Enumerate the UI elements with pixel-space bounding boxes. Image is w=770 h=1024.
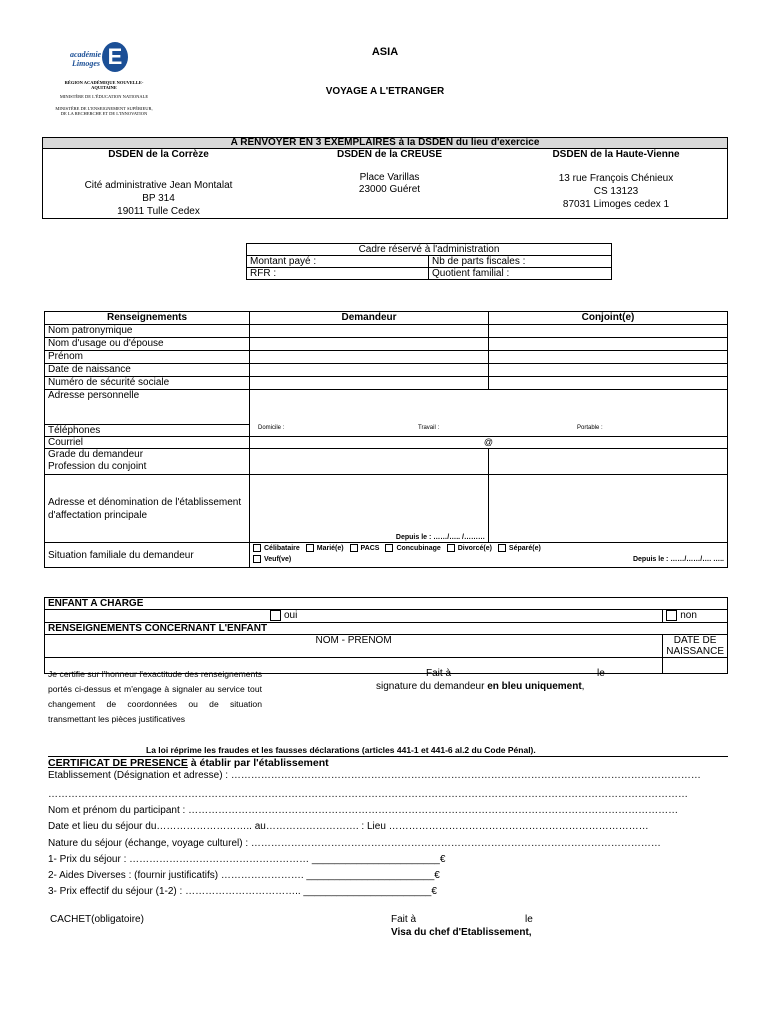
presence-fait-a: Fait à [391, 914, 417, 925]
loi-text: La loi réprime les fraudes et les fausses déclarations (articles 441-1 et 441-6 al.2 du Code Pénal). [146, 745, 536, 755]
field-adresse[interactable] [250, 390, 728, 425]
row-prenom: Prénom [45, 351, 250, 364]
enfant-rens-title: RENSEIGNEMENTS CONCERNANT L'ENFANT [45, 623, 728, 635]
row-nom: Nom patronymique [45, 325, 250, 338]
renseignements-table [44, 311, 728, 568]
enfant-title: ENFANT A CHARGE [45, 598, 728, 610]
presence-prix3[interactable]: 3- Prix effectif du séjour (1-2) : …………………………….. _______________________€ [48, 886, 437, 897]
logo-line1: académie [70, 50, 102, 59]
checkbox-concubinage[interactable] [385, 544, 393, 552]
signature-end: , [581, 681, 585, 692]
field-nom-demandeur[interactable] [250, 325, 489, 338]
certification-text: Je certifie sur l'honneur l'exactitude des renseignements portés ci-dessus et m'engage à signaler au service tout changement de coordonnées ou de situation transmettant les pièces justificatives [48, 669, 262, 724]
checkbox-pacs[interactable] [350, 544, 358, 552]
signature-label: signature du demandeur [376, 681, 485, 692]
field-profession[interactable] [489, 449, 728, 475]
dsden-correze-addr1: Cité administrative Jean Montalat [84, 180, 233, 191]
label-oui: oui [284, 610, 298, 622]
signature-bold: en bleu uniquement [487, 681, 582, 692]
logo-line2: Limoges [72, 59, 100, 68]
label-concubinage: Concubinage [396, 545, 441, 552]
certif-signature [376, 681, 584, 692]
tel-domicile: Domicile : [258, 424, 285, 431]
admin-title: Cadre réservé à l'administration [247, 244, 612, 256]
cachet-label: CACHET(obligatoire) [50, 914, 144, 925]
checkbox-veuf[interactable] [253, 555, 261, 563]
field-telephones[interactable] [250, 425, 728, 437]
dsden-creuse-addr2: 23000 Guéret [358, 184, 421, 195]
presence-title-wrap [48, 757, 329, 769]
certif-fait-a: Fait à [426, 668, 452, 679]
presence-nom[interactable]: Nom et prénom du participant : ………………………………………………………………………………………………………………………………… [48, 805, 679, 816]
enfant-oui-cell [45, 610, 663, 623]
admin-quotient: Quotient familial : [429, 268, 612, 280]
presence-etab-2[interactable]: ………………………………………………………………………………………………………………………………………………………………………… [48, 789, 688, 800]
field-etablissement-conjoint[interactable] [489, 475, 728, 543]
field-courriel[interactable]: @ [250, 437, 728, 449]
row-adresse: Adresse personnelle [45, 390, 250, 425]
label-veuf: Veuf(ve) [264, 556, 292, 563]
logo-ministry2: MINISTÈRE DE L'ENSEIGNEMENT SUPÉRIEUR, DE LA RECHERCHE ET DE L'INNOVATION [55, 106, 153, 116]
enfant-non-cell [663, 610, 728, 623]
presence-nature[interactable]: Nature du séjour (échange, voyage culturel) : …………………………………………………………………………………………………………… [48, 838, 661, 849]
presence-date[interactable]: Date et lieu du séjour du……………………….. au………………………. : Lieu …………………………………………………………………… [48, 821, 649, 832]
dsden-hv-addr1: 13 rue François Chénieux [558, 173, 674, 184]
label-celibataire: Célibataire [264, 545, 300, 552]
dsden-correze-addr2: BP 314 [142, 193, 175, 204]
col-conjoint: Conjoint(e) [489, 312, 728, 325]
row-etablissement: Adresse et dénomination de l'établissement d'affectation principale [45, 475, 250, 543]
enfant-table [44, 597, 728, 674]
row-situation: Situation familiale du demandeur [45, 543, 250, 568]
checkbox-non[interactable] [666, 610, 677, 621]
field-naissance-conjoint[interactable] [489, 364, 728, 377]
row-grade: Grade du demandeur [48, 449, 144, 460]
admin-montant: Montant payé : [247, 256, 429, 268]
admin-parts: Nb de parts fiscales : [429, 256, 612, 268]
dsden-correze-title: DSDEN de la Corrèze [108, 149, 209, 160]
admin-table [246, 243, 612, 280]
tel-portable: Portable : [577, 424, 603, 431]
logo-region: RÉGION ACADÉMIQUE NOUVELLE-AQUITAINE [64, 80, 144, 90]
field-grade[interactable] [250, 449, 489, 475]
presence-prix1[interactable]: 1- Prix du séjour : ……………………………………………… _______________________€ [48, 854, 446, 865]
col-renseignements: Renseignements [45, 312, 250, 325]
dsden-hv-addr2: CS 13123 [593, 186, 639, 197]
col-demandeur: Demandeur [250, 312, 489, 325]
field-situation[interactable] [250, 543, 728, 568]
dsden-creuse-title: DSDEN de la CREUSE [336, 149, 443, 160]
visa-label: Visa du chef d'Etablissement, [391, 927, 532, 938]
dsden-table [42, 137, 728, 219]
field-usage-demandeur[interactable] [250, 338, 489, 351]
certif-le: le [597, 668, 605, 679]
presence-le: le [525, 914, 533, 925]
etab-depuis: Depuis le : ……/….. /……… [395, 534, 485, 541]
row-profession: Profession du conjoint [48, 461, 147, 472]
enfant-date-header: DATE DE NAISSANCE [663, 635, 728, 658]
field-nom-conjoint[interactable] [489, 325, 728, 338]
presence-title-rest: à établir par l'établissement [190, 757, 329, 769]
presence-title: CERTIFICAT DE PRESENCE [48, 757, 188, 769]
logo-e-icon: E [102, 42, 128, 72]
label-pacs: PACS [360, 545, 380, 552]
logo-ministry1: MINISTÈRE DE L'ÉDUCATION NATIONALE [59, 94, 149, 99]
checkbox-divorce[interactable] [447, 544, 455, 552]
enfant-nom-header: NOM - PRENOM [45, 635, 663, 658]
page-subtitle: VOYAGE A L'ETRANGER [325, 86, 445, 97]
label-separe: Séparé(e) [508, 545, 541, 552]
dsden-creuse-addr1: Place Varillas [359, 172, 420, 183]
row-naissance: Date de naissance [45, 364, 250, 377]
situation-depuis: Depuis le : ……/……/…. ….. [632, 556, 724, 563]
checkbox-oui[interactable] [270, 610, 281, 621]
dsden-banner: A RENVOYER EN 3 EXEMPLAIRES à la DSDEN du lieu d'exercice [43, 138, 728, 149]
field-secu-conjoint[interactable] [489, 377, 728, 390]
field-prenom-demandeur[interactable] [250, 351, 489, 364]
row-usage: Nom d'usage ou d'épouse [45, 338, 250, 351]
label-divorce: Divorcé(e) [457, 545, 492, 552]
field-etablissement[interactable] [250, 475, 489, 543]
presence-etab[interactable]: Etablissement (Désignation et adresse) : …………………………………………………………………………………………………………………………… [48, 770, 701, 781]
field-secu-demandeur[interactable] [250, 377, 489, 390]
row-secu: Numéro de sécurité sociale [45, 377, 250, 390]
admin-rfr: RFR : [247, 268, 429, 280]
checkbox-marie[interactable] [306, 544, 314, 552]
label-non: non [680, 610, 697, 622]
row-telephones: Téléphones [45, 425, 250, 437]
field-enfant-date[interactable] [663, 658, 728, 674]
dsden-hv-title: DSDEN de la Haute-Vienne [552, 149, 680, 160]
checkbox-separe[interactable] [498, 544, 506, 552]
label-marie: Marié(e) [316, 545, 344, 552]
field-usage-conjoint[interactable] [489, 338, 728, 351]
field-prenom-conjoint[interactable] [489, 351, 728, 364]
page-title: ASIA [371, 46, 399, 58]
presence-prix2[interactable]: 2- Aides Diverses : (fournir justificatifs) ……………………. _______________________€ [48, 870, 440, 881]
row-courriel: Courriel [45, 437, 250, 449]
tel-travail: Travail : [418, 424, 440, 431]
dsden-correze-addr3: 19011 Tulle Cedex [117, 206, 200, 217]
field-naissance-demandeur[interactable] [250, 364, 489, 377]
dsden-hv-addr3: 87031 Limoges cedex 1 [562, 199, 670, 210]
checkbox-celibataire[interactable] [253, 544, 261, 552]
